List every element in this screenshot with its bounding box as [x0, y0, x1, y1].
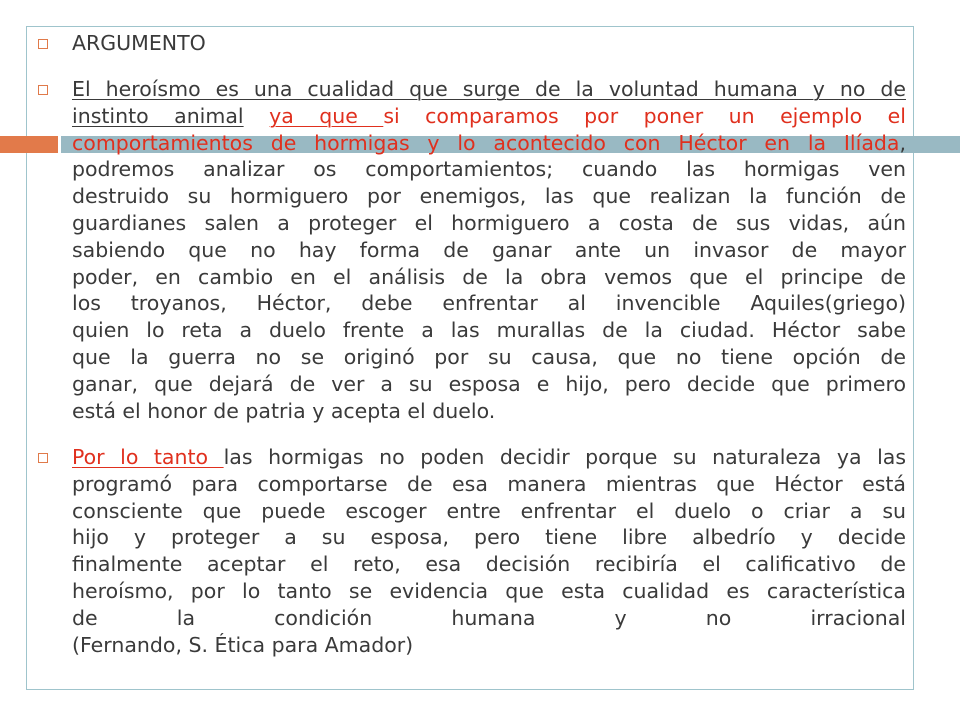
text-run: instinto animal	[72, 103, 244, 128]
paragraph-argument	[72, 76, 906, 424]
text-run: hijo y proteger a su esposa, pero tiene libre albedrío y decide	[72, 525, 906, 550]
text-run: comparamos por poner un ejemplo el	[425, 103, 906, 128]
text-line	[72, 605, 906, 632]
text-line	[72, 344, 906, 371]
text-run: programó para comportarse de esa manera mientras que Héctor está	[72, 471, 906, 496]
text-line	[72, 210, 906, 237]
text-run: heroísmo, por lo tanto se evidencia que esta cualidad es característica	[72, 578, 906, 603]
text-line	[72, 371, 906, 398]
text-run: sabiendo que no hay forma de ganar ante un invasor de mayor	[72, 237, 906, 262]
text-run: ARGUMENTO	[72, 31, 206, 55]
text-line	[72, 551, 906, 578]
text-run: ,	[899, 130, 906, 155]
text-run: destruido su hormiguero por enemigos, las que realizan la función de	[72, 184, 906, 209]
bullet-square-icon	[38, 85, 48, 95]
text-line	[72, 498, 906, 525]
text-run: ya que	[269, 103, 384, 128]
text-run: poder, en cambio en el análisis de la obra vemos que el principe de	[72, 264, 906, 289]
text-run: quien lo reta a duelo frente a las murallas de la ciudad. Héctor sabe	[72, 318, 906, 343]
text-run: los troyanos, Héctor, debe enfrentar al invencible Aquiles(griego)	[72, 291, 906, 316]
text-run: consciente que puede escoger entre enfrentar el duelo o criar a su	[72, 498, 906, 523]
text-line	[72, 632, 906, 659]
bullet-square-icon	[38, 39, 48, 49]
text-run: las hormigas no poden decidir porque su naturaleza ya las	[223, 445, 907, 469]
text-run: está el honor de patria y acepta el duelo.	[72, 398, 496, 423]
text-run	[244, 104, 269, 128]
text-run: finalmente aceptar el reto, esa decisión recibiría el calificativo de	[72, 552, 906, 577]
text-line	[72, 30, 906, 57]
text-run: comportamientos de hormigas y lo acontecido con Héctor en la Ilíada	[72, 130, 900, 155]
text-line	[72, 183, 906, 210]
text-line	[72, 578, 906, 605]
text-line	[72, 130, 906, 157]
text-line	[72, 317, 906, 344]
text-line	[72, 103, 906, 130]
text-run: (Fernando, S. Ética para Amador)	[72, 632, 414, 657]
bullet-square-icon	[38, 453, 48, 463]
text-line	[72, 76, 906, 103]
text-line	[72, 444, 906, 471]
text-line	[72, 398, 906, 425]
paragraph-conclusion	[72, 444, 906, 658]
text-run: El heroísmo es una cualidad que surge de la voluntad humana y no de	[72, 77, 906, 101]
text-line	[72, 264, 906, 291]
text-line	[72, 524, 906, 551]
text-run: guardianes salen a proteger el hormiguero a costa de sus vidas, aún	[72, 210, 906, 235]
accent-band-orange	[0, 136, 58, 153]
text-line	[72, 290, 906, 317]
text-run: podremos analizar os comportamientos; cuando las hormigas ven	[72, 157, 906, 182]
text-line	[72, 237, 906, 264]
heading-argumento	[72, 30, 906, 57]
text-run: Por lo tanto	[72, 445, 224, 469]
text-run: que la guerra no se originó por su causa, que no tiene opción de	[72, 344, 906, 369]
text-run: ganar, que dejará de ver a su esposa e hijo, pero decide que primero	[72, 371, 906, 396]
text-run: si	[383, 103, 426, 128]
text-line	[72, 471, 906, 498]
text-line	[72, 156, 906, 183]
text-run: de la condición humana y no irracional	[72, 605, 906, 630]
